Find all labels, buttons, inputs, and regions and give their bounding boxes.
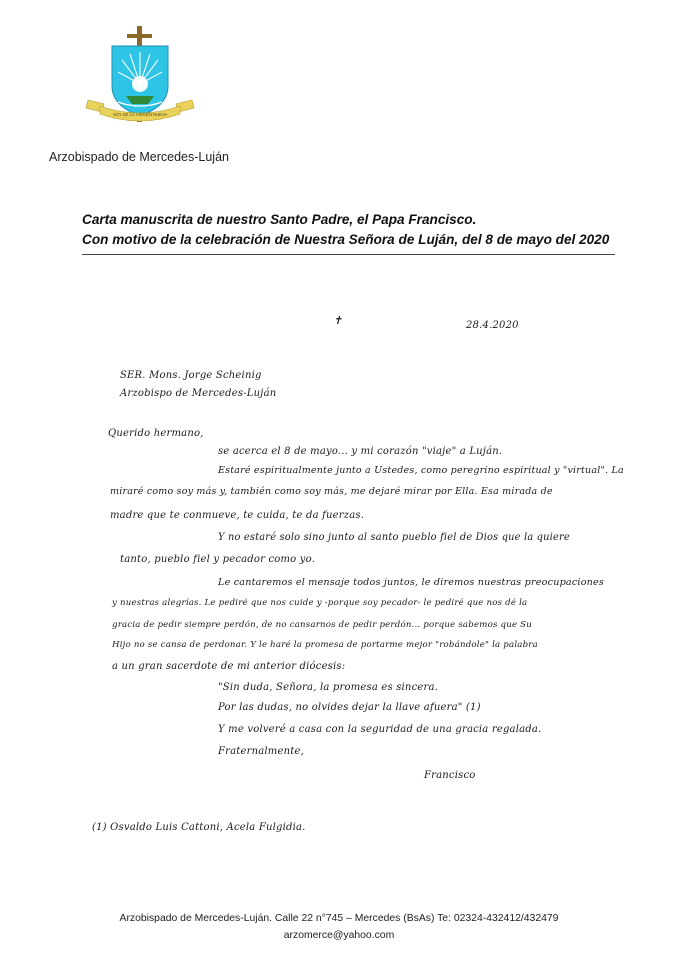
- letter-line: y nuestras alegrías. Le pediré que nos cuide y -porque soy pecador- le pediré que nos dé la: [112, 598, 528, 608]
- letter-line: tanto, pueblo fiel y pecador como yo.: [120, 554, 316, 565]
- letter-line: Fraternalmente,: [218, 746, 304, 757]
- footer-email: arzomerce@yahoo.com: [283, 930, 395, 941]
- letter-line: Hijo no se cansa de perdonar. Y le haré la promesa de portarme mejor "robándole" la palabra: [112, 640, 538, 650]
- letter-line: se acerca el 8 de mayo... y mi corazón "viaje" a Luján.: [218, 446, 503, 457]
- svg-text:SOY DE LA VIRGEN NUEVA: SOY DE LA VIRGEN NUEVA: [112, 112, 168, 117]
- footnote: (1) Osvaldo Luis Cattoni, Acela Fulgidia.: [92, 822, 306, 833]
- letter-line: a un gran sacerdote de mi anterior diócesis:: [112, 661, 346, 672]
- letter-line: madre que te conmueve, te cuida, te da fuerzas.: [110, 510, 365, 521]
- letter-line: "Sin duda, Señora, la promesa es sincera.: [218, 682, 439, 693]
- recipient-line-1: SER. Mons. Jorge Scheinig: [120, 370, 262, 381]
- cross-mark: ✝: [333, 314, 343, 327]
- letter-line: miraré como soy más y, también como soy más, me dejaré mirar por Ella. Esa mirada de: [110, 486, 553, 497]
- letter-line: Por las dudas, no olvides dejar la llave afuera" (1): [218, 702, 481, 713]
- footer-address: Arzobispado de Mercedes-Luján. Calle 22 n°745 – Mercedes (BsAs) Te: 02324-432412/432479: [119, 913, 559, 924]
- header-line-2: Con motivo de la celebración de Nuestra Señora de Luján, del 8 de mayo del 2020: [82, 232, 610, 247]
- letter-line: Estaré espiritualmente junto a Ustedes, como peregrino espiritual y "virtual". La: [218, 465, 624, 476]
- signature: Francisco: [424, 770, 476, 781]
- letter-greeting: Querido hermano,: [108, 428, 204, 439]
- letter-line: Le cantaremos el mensaje todos juntos, le diremos nuestras preocupaciones: [218, 577, 605, 588]
- recipient-line-2: Arzobispo de Mercedes-Luján: [120, 388, 277, 399]
- letter-date: 28.4.2020: [466, 320, 519, 331]
- letter-line: Y me volveré a casa con la seguridad de una gracia regalada.: [218, 724, 542, 735]
- letter-line: Y no estaré solo sino junto al santo pueblo fiel de Dios que la quiere: [218, 532, 570, 543]
- letter-line: gracia de pedir siempre perdón, de no cansarnos de pedir perdón... porque sabemos que Su: [112, 620, 532, 630]
- header-line-1: Carta manuscrita de nuestro Santo Padre, el Papa Francisco.: [82, 212, 477, 227]
- organization-name: Arzobispado de Mercedes-Luján: [49, 150, 229, 164]
